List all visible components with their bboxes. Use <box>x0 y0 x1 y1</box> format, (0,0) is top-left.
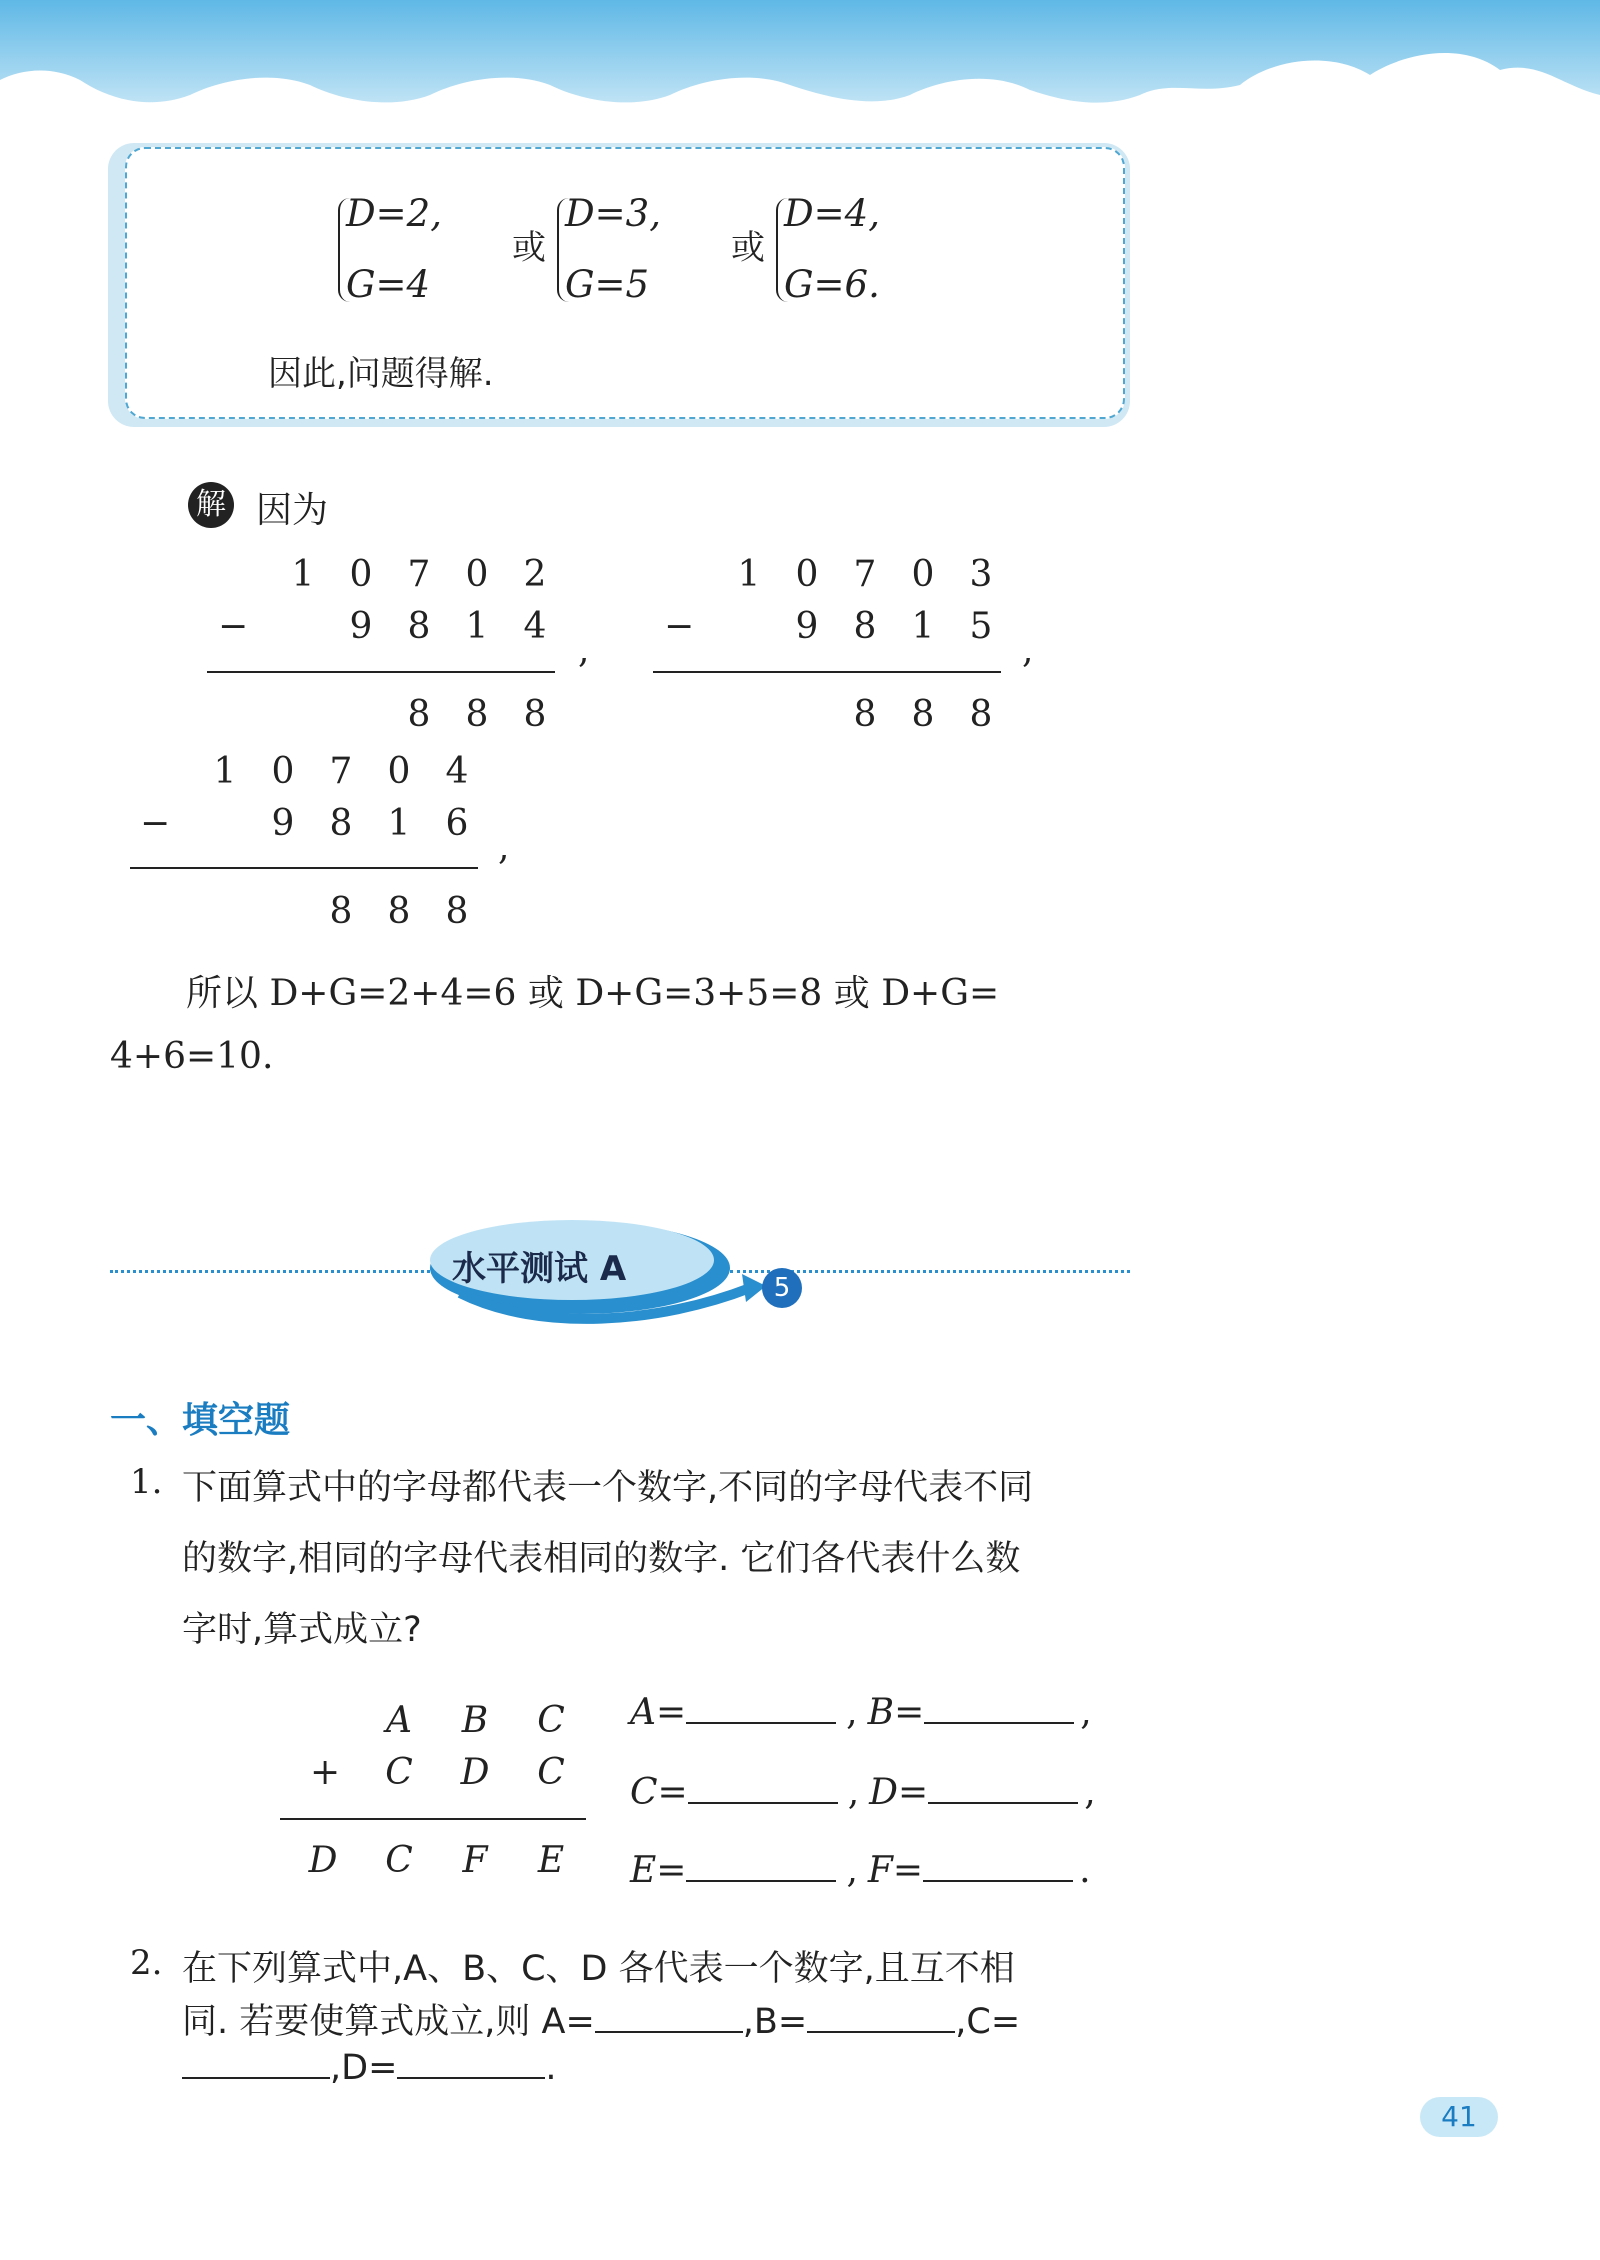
calc1-mid-0: 9 <box>349 606 373 647</box>
q1-op: + <box>310 1752 341 1793</box>
q1-sum-3: E <box>537 1840 565 1881</box>
q1-rule <box>280 1818 586 1820</box>
calc2-res-2: 8 <box>969 694 993 735</box>
q1-a2-2: C <box>537 1752 565 1793</box>
answer-sep: , <box>846 1692 858 1733</box>
q2-blank-d[interactable] <box>397 2047 545 2079</box>
divider-left <box>110 1270 430 1273</box>
calc3-mid-2: 1 <box>387 803 411 844</box>
q1-answer-row-3 <box>630 1850 1091 1891</box>
calc3-mid-3: 6 <box>445 803 469 844</box>
answer-b-blank[interactable] <box>924 1692 1074 1724</box>
calc1-sep: , <box>578 630 590 671</box>
q2-blank-a[interactable] <box>595 2001 743 2033</box>
calc3-res-2: 8 <box>445 891 469 932</box>
answer-b-label: B= <box>867 1692 925 1733</box>
calc2-mid-2: 1 <box>911 606 935 647</box>
conclusion-line2: 4+6=10. <box>110 1036 274 1077</box>
calc1-top-0: 1 <box>291 554 315 595</box>
q1-a1-1: B <box>461 1700 489 1741</box>
q1-a2-0: C <box>385 1752 413 1793</box>
calc2-res-0: 8 <box>853 694 877 735</box>
calc2-top-4: 3 <box>969 554 993 595</box>
calc1-res-0: 8 <box>407 694 431 735</box>
q2-line2-c: ,C= <box>955 2002 1021 2042</box>
calc3-mid-0: 9 <box>271 803 295 844</box>
header-banner <box>0 0 1600 140</box>
answer-e-label: E= <box>630 1850 687 1891</box>
section-heading: 一、填空题 <box>110 1400 291 1441</box>
q2-line2-b: ,B= <box>742 2002 808 2042</box>
calc2-rule <box>653 671 1001 673</box>
calc1-res-2: 8 <box>523 694 547 735</box>
calc2-res-1: 8 <box>911 694 935 735</box>
answer-f-blank[interactable] <box>923 1850 1073 1882</box>
box-conclusion: 因此,问题得解. <box>268 354 494 394</box>
answer-sep: , <box>847 1772 860 1813</box>
calc1-res-1: 8 <box>465 694 489 735</box>
calc3-res-0: 8 <box>329 891 353 932</box>
q2-line2 <box>182 1994 1020 2044</box>
answer-end: , <box>1080 1692 1092 1733</box>
calc2-top-2: 7 <box>853 554 877 595</box>
q2-blank-c[interactable] <box>182 2047 330 2079</box>
q1-line3: 字时,算式成立? <box>182 1610 422 1650</box>
calc3-op: − <box>140 803 171 844</box>
answer-c-label: C= <box>630 1772 688 1813</box>
answer-a-blank[interactable] <box>686 1692 836 1724</box>
answer-d-blank[interactable] <box>928 1772 1078 1804</box>
calc2-mid-0: 9 <box>795 606 819 647</box>
q2-line3-end: . <box>545 2048 557 2088</box>
calc1-top-1: 0 <box>349 554 373 595</box>
system-3-line2: G=6. <box>784 263 880 306</box>
answer-d-label: D= <box>869 1772 929 1813</box>
q1-sum-1: C <box>385 1840 413 1881</box>
calc3-top-1: 0 <box>271 751 295 792</box>
calc1-top-4: 2 <box>523 554 547 595</box>
q1-line2: 的数字,相同的字母代表相同的数字. 它们各代表什么数 <box>182 1539 1021 1579</box>
calc2-top-0: 1 <box>737 554 761 595</box>
system-2-line2: G=5 <box>565 263 650 306</box>
calc3-sep: , <box>498 827 510 868</box>
system-1-line1: D=2, <box>346 192 442 235</box>
answer-end: . <box>1079 1850 1091 1891</box>
conclusion-line1: 所以 D+G=2+4=6 或 D+G=3+5=8 或 D+G= <box>186 973 1000 1014</box>
q1-number: 1. <box>130 1462 163 1502</box>
page-number: 41 <box>1420 2097 1498 2137</box>
q2-blank-b[interactable] <box>807 2001 955 2033</box>
calc2-sep: , <box>1022 630 1034 671</box>
solution-badge: 解 <box>188 482 234 528</box>
calc2-top-1: 0 <box>795 554 819 595</box>
q2-number: 2. <box>130 1943 163 1983</box>
or-text-1: 或 <box>512 228 546 268</box>
calc1-mid-1: 8 <box>407 606 431 647</box>
answer-e-blank[interactable] <box>686 1850 836 1882</box>
calc3-mid-1: 8 <box>329 803 353 844</box>
q1-a1-0: A <box>386 1700 412 1741</box>
calc1-rule <box>207 671 555 673</box>
calc1-mid-2: 1 <box>465 606 489 647</box>
answer-end: , <box>1084 1772 1096 1813</box>
calc1-op: − <box>218 606 249 647</box>
calc1-top-2: 7 <box>407 554 431 595</box>
calc3-top-3: 0 <box>387 751 411 792</box>
calc3-top-0: 1 <box>213 751 237 792</box>
q1-a2-1: D <box>460 1752 490 1793</box>
q1-sum-2: F <box>462 1840 488 1881</box>
answer-a-label: A= <box>630 1692 687 1733</box>
calc3-top-2: 7 <box>329 751 353 792</box>
calc2-top-3: 0 <box>911 554 935 595</box>
q1-answer-row-2 <box>630 1772 1096 1813</box>
q2-line3-d: ,D= <box>330 2048 398 2088</box>
q2-line2-text: 同. 若要使算式成立,则 A= <box>182 2002 595 2042</box>
answer-f-label: F= <box>867 1850 924 1891</box>
q1-a1-2: C <box>537 1700 565 1741</box>
calc2-op: − <box>664 606 695 647</box>
calc3-res-1: 8 <box>387 891 411 932</box>
system-1-line2: G=4 <box>346 263 431 306</box>
q1-line1: 下面算式中的字母都代表一个数字,不同的字母代表不同 <box>182 1468 1034 1508</box>
calc2-mid-1: 8 <box>853 606 877 647</box>
calc2-mid-3: 5 <box>969 606 993 647</box>
calc1-top-3: 0 <box>465 554 489 595</box>
calc3-rule <box>130 867 478 869</box>
q2-line1: 在下列算式中,A、B、C、D 各代表一个数字,且互不相 <box>182 1949 1015 1989</box>
system-2-line1: D=3, <box>565 192 661 235</box>
test-title: 水平测试 A <box>452 1249 627 1289</box>
answer-c-blank[interactable] <box>688 1772 838 1804</box>
q1-sum-0: D <box>308 1840 338 1881</box>
calc3-top-4: 4 <box>445 751 469 792</box>
calc1-mid-3: 4 <box>523 606 547 647</box>
q1-answer-row-1 <box>630 1692 1092 1733</box>
or-text-2: 或 <box>731 228 765 268</box>
test-number: 5 <box>773 1273 791 1303</box>
answer-sep: , <box>846 1850 858 1891</box>
q2-line3 <box>182 2047 557 2088</box>
solution-intro: 因为 <box>256 490 329 531</box>
system-3-line1: D=4, <box>784 192 880 235</box>
